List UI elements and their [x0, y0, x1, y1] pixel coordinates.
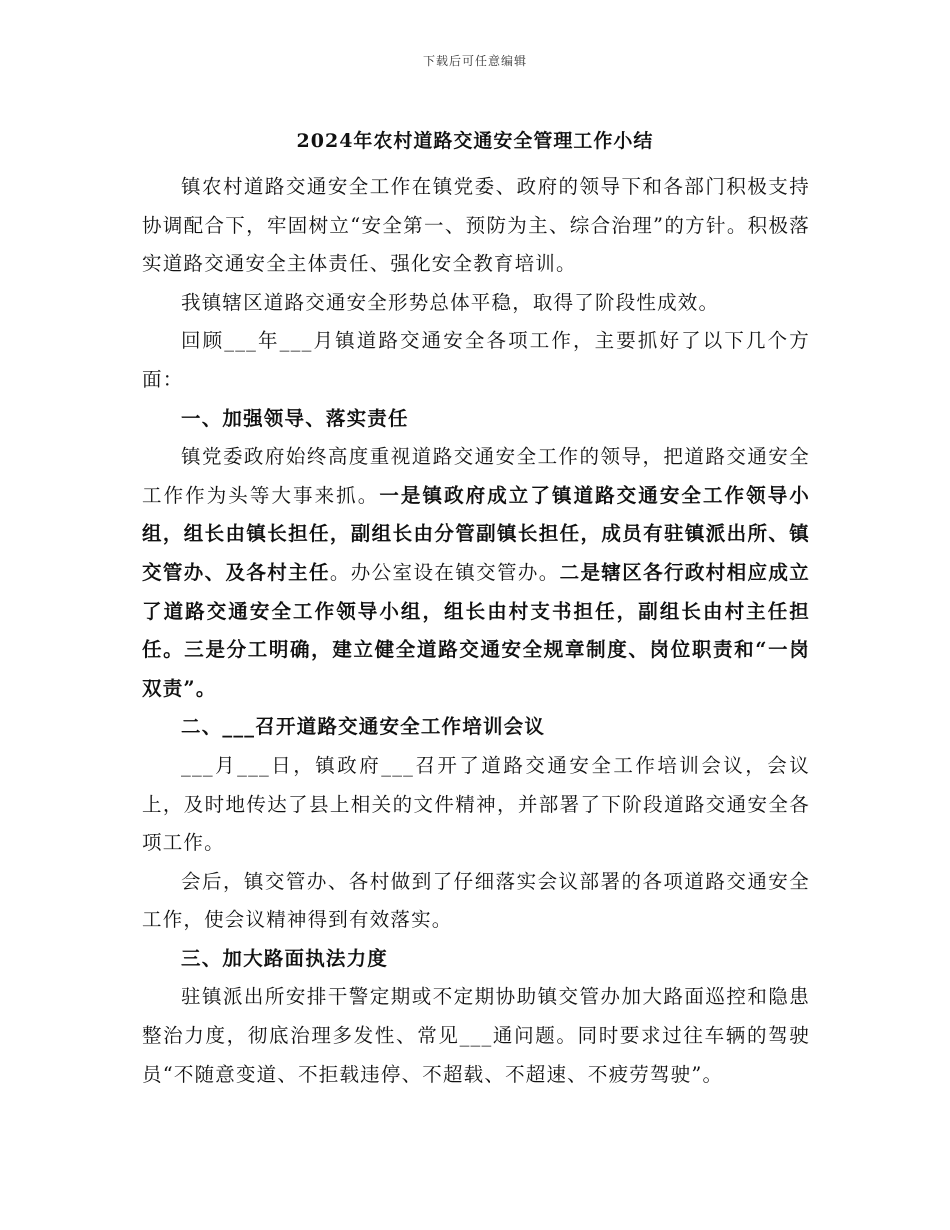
page-header: 下载后可任意编辑	[422, 54, 527, 68]
paragraph-enforcement: 驻镇派出所安排干警定期或不定期协助镇交管办加大路面巡控和隐患整治力度，彻底治理多发性、常见___通问题。同时要求过往车辆的驾驶员“不随意变道、不拒载违停、不超载、不超速、不疲劳驾驶”。	[142, 985, 810, 1086]
paragraph-review: 回顾___年___月镇道路交通安全各项工作，主要抓好了以下几个方面：	[142, 329, 810, 391]
document-title: 2024年农村道路交通安全管理工作小结	[296, 130, 654, 152]
leadership-text-b: 一是镇政府成立了镇道路交通安全工作领导小组，组长由镇长担任，副组长由分管副镇长担任，成员有驻镇派出所、镇交管办、及各村主任	[142, 483, 810, 584]
paragraph-leadership	[142, 438, 810, 708]
section-heading-2: 二、___召开道路交通安全工作培训会议	[181, 715, 546, 739]
section-heading-1: 一、加强领导、落实责任	[181, 406, 409, 430]
paragraph-meeting: ___月___日，镇政府___召开了道路交通安全工作培训会议，会议上，及时地传达了县上相关的文件精神，并部署了下阶段道路交通安全各项工作。	[142, 753, 810, 855]
leadership-text-d: 二是辖区各行政村相应成立了道路交通安全工作领导小组，组长由村支书担任，副组长由村主任担任。三是分工明确，建立健全道路交通安全规章制度、岗位职责和“一岗双责”。	[142, 560, 810, 700]
paragraph-after-meeting: 会后，镇交管办、各村做到了仔细落实会议部署的各项道路交通安全工作，使会议精神得到有效落实。	[142, 869, 810, 932]
leadership-text-a: 镇党委政府始终高度重视道路交通安全工作的领导，把道路交通安全工作作为头等大事来抓。	[142, 445, 810, 507]
document-body	[142, 168, 810, 1094]
section-heading-3: 三、加大路面执法力度	[181, 946, 389, 970]
paragraph-intro: 镇农村道路交通安全工作在镇党委、政府的领导下和各部门积极支持协调配合下，牢固树立“安全第一、预防为主、综合治理”的方针。积极落实道路交通安全主体责任、强化安全教育培训。	[142, 175, 810, 276]
paragraph-situation: 我镇辖区道路交通安全形势总体平稳，取得了阶段性成效。	[181, 290, 720, 314]
leadership-text-c: 。办公室设在镇交管办。	[329, 560, 560, 584]
